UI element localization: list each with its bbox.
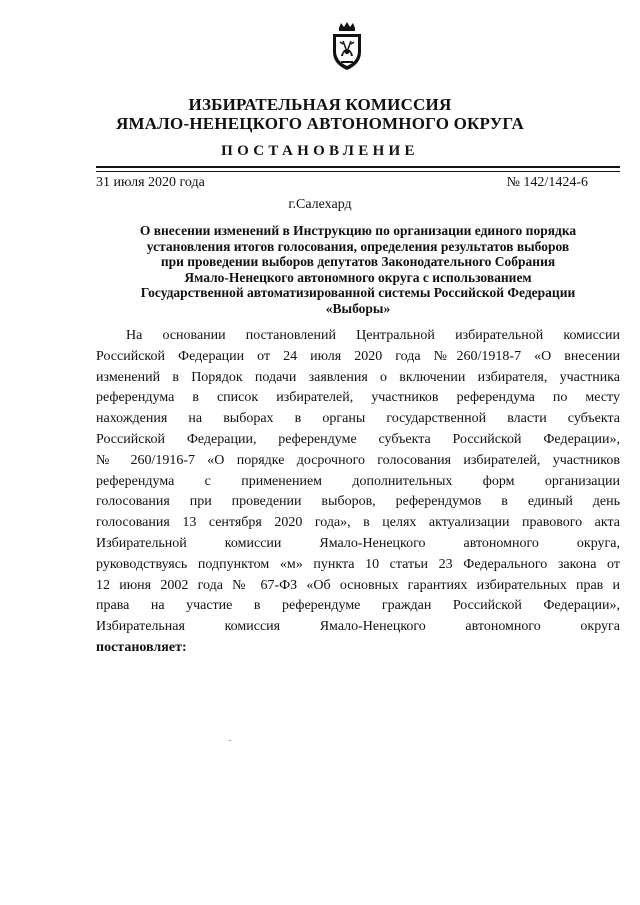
body-line: 12 июня 2002 года № 67-ФЗ «Об основных гарантиях избирательных прав и — [96, 577, 620, 593]
body-line: голосования при проведении выборов, референдумов в единый день — [96, 494, 620, 510]
body-line: Избирательная комиссия Ямало-Ненецкого автономного округа — [96, 619, 620, 635]
body-line: права на участие в референдуме граждан Российской Федерации», — [96, 598, 620, 614]
body-line: Избирательной комиссии Ямало-Ненецкого автономного округа, — [96, 535, 620, 551]
document-subject — [96, 223, 620, 317]
body-line: голосования 13 сентября 2020 года», в целях актуализации правового акта — [96, 515, 620, 531]
body-line: нахождения на выборах в органы государственной власти субъекта — [96, 411, 620, 427]
coat-of-arms-icon — [327, 22, 367, 72]
document-city: г.Салехард — [288, 197, 352, 212]
commission-name-line1: ИЗБИРАТЕЛЬНАЯ КОМИССИЯ — [188, 95, 452, 114]
subject-line: установления итогов голосования, определения результатов выборов — [146, 238, 570, 254]
body-line: Российской Федерации от 24 июля 2020 года №260/1918-7 «О внесении — [96, 348, 620, 364]
body-line: референдума в список избирателей, участников референдума по месту — [96, 390, 620, 406]
header-divider-thin — [96, 171, 620, 172]
subject-line: О внесении изменений в Инструкцию по организации единого порядка — [139, 223, 577, 238]
body-line: руководствуясь подпунктом «м» пункта 10 статьи 23 Федерального закона от — [96, 556, 620, 572]
document-date: 31 июля 2020 года — [96, 175, 205, 190]
resolution-keyword: постановляет: — [96, 639, 187, 655]
document-number: № 142/1424-6 — [506, 175, 588, 190]
scan-speck — [229, 740, 231, 741]
subject-line: Государственной автоматизированной системы Российской Федерации — [140, 285, 576, 301]
body-line: На основании постановлений Центральной избирательной комиссии — [126, 328, 620, 343]
subject-line: при проведении выборов депутатов Законодательного Собрания — [160, 254, 556, 270]
document-body — [96, 326, 620, 659]
header-divider-thick — [96, 166, 620, 168]
body-line: референдума с применением дополнительных форм организации — [96, 473, 620, 489]
body-line: изменений в Порядок подачи заявления о включении избирателя, участника — [96, 369, 620, 385]
body-line: № 260/1916-7 «О порядке досрочного голосования избирателей, участников — [96, 452, 620, 468]
subject-line: Ямало-Ненецкого автономного округа с использованием — [184, 269, 532, 285]
commission-name-line2: ЯМАЛО-НЕНЕЦКОГО АВТОНОМНОГО ОКРУГА — [115, 114, 525, 133]
body-line: Российской Федерации, референдуме субъекта Российской Федерации», — [96, 431, 620, 447]
document-type-title: ПОСТАНОВЛЕНИЕ — [221, 143, 419, 159]
subject-line: «Выборы» — [325, 300, 391, 316]
